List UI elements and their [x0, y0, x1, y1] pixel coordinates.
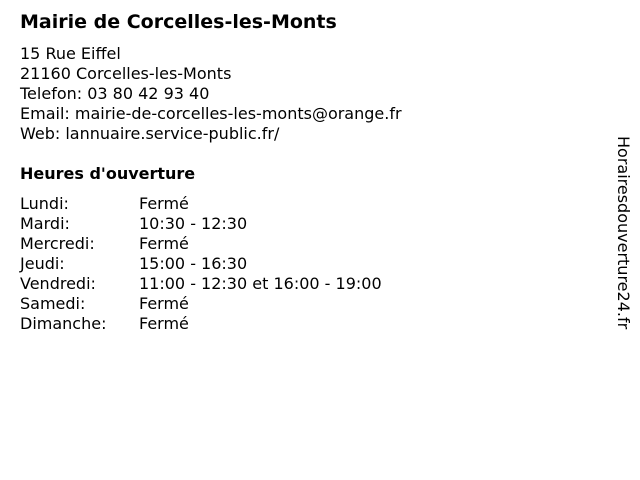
hours-row-monday [20, 194, 382, 214]
time-value: Fermé [139, 194, 189, 213]
day-label: Samedi: [20, 294, 86, 313]
email-line: Email: mairie-de-corcelles-les-monts@orange.fr [20, 104, 402, 123]
city-line: 21160 Corcelles-les-Monts [20, 64, 232, 83]
day-label: Lundi: [20, 194, 69, 213]
web-line: Web: lannuaire.service-public.fr/ [20, 124, 280, 143]
page-title: Mairie de Corcelles-les-Monts [20, 11, 337, 33]
hours-row-friday [20, 274, 382, 294]
opening-hours-table [20, 194, 382, 334]
day-label: Mardi: [20, 214, 70, 233]
hours-row-saturday [20, 294, 382, 314]
opening-hours-heading: Heures d'ouverture [20, 164, 196, 183]
time-value: 15:00 - 16:30 [139, 254, 248, 273]
time-value: Fermé [139, 234, 189, 253]
hours-row-thursday [20, 254, 382, 274]
day-label: Dimanche: [20, 314, 107, 333]
time-value: 10:30 - 12:30 [139, 214, 248, 233]
day-label: Vendredi: [20, 274, 96, 293]
contact-block [20, 44, 402, 144]
time-value: 11:00 - 12:30 et 16:00 - 19:00 [139, 274, 382, 293]
street-address: 15 Rue Eiffel [20, 44, 121, 63]
hours-row-tuesday [20, 214, 382, 234]
hours-row-sunday [20, 314, 382, 334]
time-value: Fermé [139, 314, 189, 333]
hours-row-wednesday [20, 234, 382, 254]
site-brand-watermark: Horairesdouverture24.fr [614, 136, 633, 330]
time-value: Fermé [139, 294, 189, 313]
day-label: Jeudi: [20, 254, 65, 273]
day-label: Mercredi: [20, 234, 95, 253]
phone-line: Telefon: 03 80 42 93 40 [20, 84, 210, 103]
